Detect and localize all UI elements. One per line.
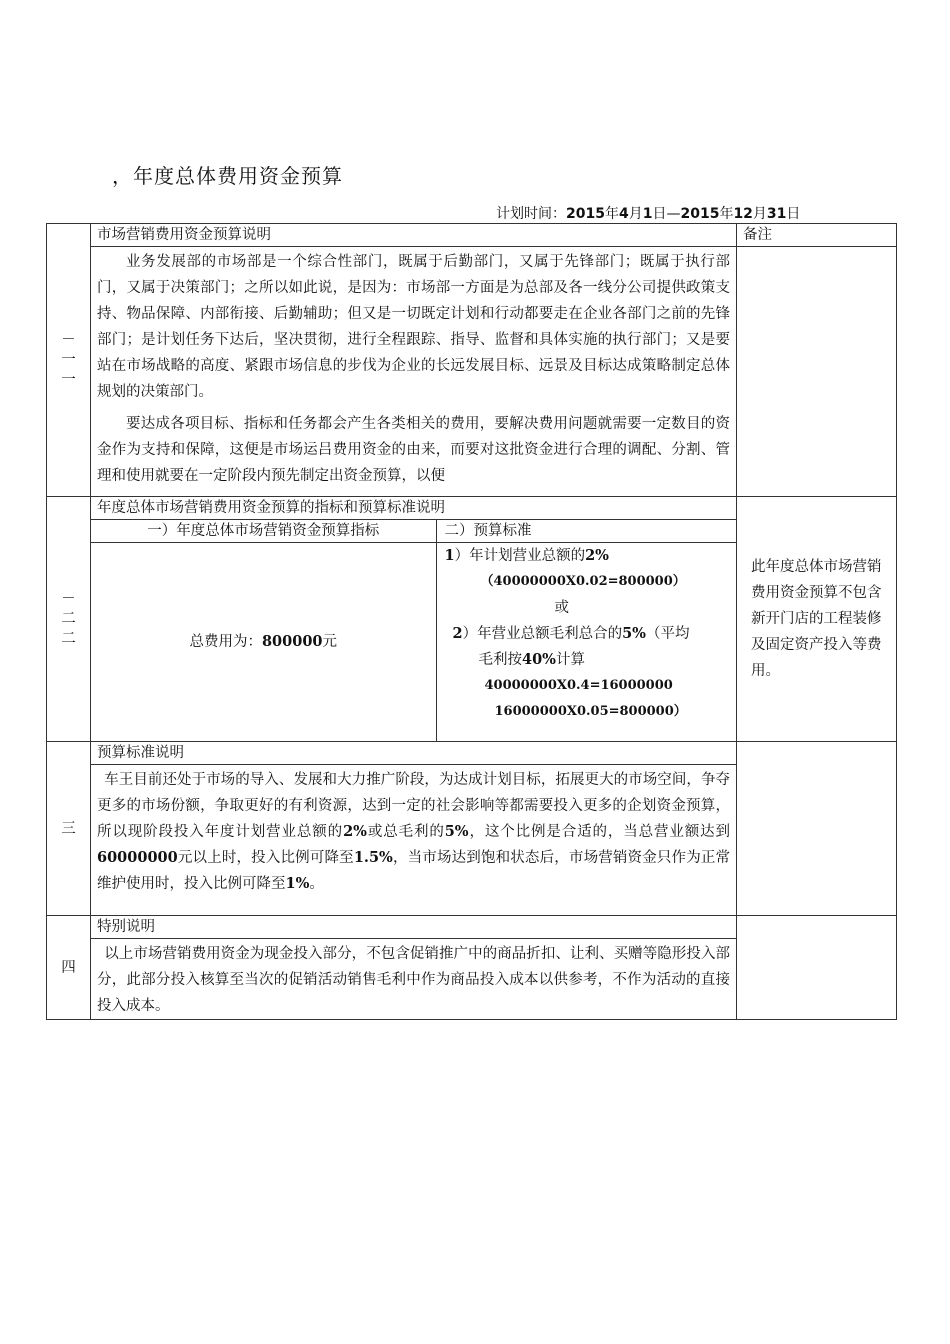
- section-1-body: [91, 247, 737, 497]
- s3-bold-5: 1%: [285, 875, 310, 892]
- section-3-body: [91, 765, 737, 916]
- standard-cell: [436, 543, 737, 742]
- standard-header: 二）预算标准: [436, 520, 737, 543]
- plan-time-label: 计划时间：: [496, 206, 566, 222]
- section-3-header: 预算标准说明: [91, 742, 737, 765]
- std-line-1-text: ）年计划营业总额的: [454, 548, 586, 564]
- year-char: 年: [604, 206, 619, 222]
- budget-table: [46, 223, 897, 1020]
- start-day: 1: [642, 206, 653, 222]
- section-1-header: 市场营销费用资金预算说明: [91, 224, 737, 247]
- year-char-2: 年: [719, 206, 734, 222]
- std-line-5-a: 毛利按: [478, 652, 522, 668]
- total-cost-unit: 元: [322, 634, 338, 650]
- note-header: 备注: [737, 224, 897, 247]
- start-year: 2015: [566, 206, 605, 222]
- section-4-number: 四: [47, 916, 91, 1020]
- s3-text-2: 或总毛利的: [366, 824, 445, 840]
- document-title: ，年度总体费用资金预算: [112, 164, 343, 188]
- s3-text-3: ，这个比例是合适的，当总营业额达到: [468, 824, 731, 840]
- section-4-note: [737, 916, 897, 1020]
- end-month: 12: [733, 206, 753, 222]
- s3-bold-2: 5%: [444, 823, 469, 840]
- section-1-body-row: [47, 247, 897, 497]
- month-char: 月: [628, 206, 643, 222]
- total-cost-label: 总费用为：: [189, 634, 262, 650]
- section-2-note: 此年度总体市场营销费用资金预算不包含新开门店的工程装修及固定资产投入等费用。: [737, 497, 897, 742]
- section-1-number: － 一 一: [47, 224, 91, 497]
- std-line-1-num: 1: [444, 547, 455, 564]
- s3-text-5: ，当市场达到饱和状态后，市场营销资金只作为正常维护使用时，投入比例可降至: [97, 850, 731, 892]
- section-2-header: 年度总体市场营销费用资金预算的指标和预算标准说明: [91, 497, 737, 520]
- section-1-para-2: 要达成各项目标、指标和任务都会产生各类相关的费用，要解决费用问题就需要一定数目的资金作为支持和保障，这便是市场运吕费用资金的由来，而要对这批资金进行合理的调配、分割、管理和使用就要在一定阶段内预先制定出资金预算，以便: [97, 416, 730, 484]
- section-2-inner-table: [91, 497, 737, 741]
- day-char: 日—: [652, 206, 681, 222]
- end-day: 31: [766, 206, 787, 222]
- s3-text-6: 。: [309, 876, 324, 892]
- end-char: 日: [786, 206, 801, 222]
- section-4-body: [91, 939, 737, 1020]
- plan-time: [496, 203, 800, 223]
- section-2-body: [91, 497, 737, 742]
- section-4-header: 特别说明: [91, 916, 737, 939]
- section-4-text: 以上市场营销费用资金为现金投入部分，不包含促销推广中的商品折扣、让利、买赠等隐形投入部分，此部分投入核算至当次的促销活动销售毛利中作为商品投入成本以供参考，不作为活动的直接投入成本。: [97, 946, 730, 1014]
- std-line-5-b: 计算: [555, 652, 585, 668]
- total-cost-value: 800000: [261, 633, 323, 650]
- month-char-2: 月: [752, 206, 767, 222]
- s3-bold-3: 60000000: [97, 849, 178, 866]
- std-line-4-num: 2: [452, 625, 463, 642]
- section-3-note: [737, 742, 897, 916]
- s3-text-4: 元以上时，投入比例可降至: [177, 850, 354, 866]
- std-line-6: 40000000X0.4=16000000: [484, 678, 673, 693]
- section-2-number: － 二 二: [47, 497, 91, 742]
- s3-text-1: 车王目前还处于市场的导入、发展和大力推广阶段，为达成计划目标，拓展更大的市场空间，争夺更多的市场份额，争取更好的有利资源，达到一定的社会影响等都需要投入更多的企划资金预算，所以现阶段投入年度计划营业总额的: [97, 772, 730, 840]
- std-line-4-tail: （平均: [645, 626, 690, 642]
- section-2-row: [47, 497, 897, 742]
- std-line-5-pct: 40%: [522, 651, 556, 668]
- s3-bold-4: 1.5%: [353, 849, 393, 866]
- section-1-para-1: 业务发展部的市场部是一个综合性部门，既属于后勤部门，又属于先锋部门；既属于执行部门，又属于决策部门；之所以如此说，是因为：市场部一方面是为总部及各一线分公司提供政策支持、物品保障、内部衔接、后勤辅助；但又是一切既定计划和行动都要走在企业各部门之前的先锋部门；是计划任务下达后，坚决贯彻，进行全程跟踪、指导、监督和具体实施的执行部门；又是要站在市场战略的高度、紧跟市场信息的步伐为企业的长远发展目标、远景及目标达成策略制定总体规划的决策部门。: [97, 254, 730, 400]
- std-line-4-pct: 5%: [622, 625, 646, 642]
- std-line-4-text: ）年营业总额毛利总合的: [462, 626, 623, 642]
- start-month: 4: [618, 206, 629, 222]
- std-line-1-pct: 2%: [585, 547, 609, 564]
- total-cost-cell: [91, 543, 436, 742]
- section-4-header-row: [47, 916, 897, 939]
- section-3-number: 三: [47, 742, 91, 916]
- std-line-2: （40000000X0.02=800000）: [480, 574, 686, 589]
- section-3-header-row: [47, 742, 897, 765]
- section-1-note: [737, 247, 897, 497]
- section-1-header-row: [47, 224, 897, 247]
- std-line-7: 16000000X0.05=800000）: [494, 704, 687, 719]
- std-line-3: 或: [554, 600, 569, 616]
- indicator-header: 一）年度总体市场营销资金预算指标: [91, 520, 436, 543]
- s3-bold-1: 2%: [343, 823, 367, 840]
- end-year: 2015: [680, 206, 720, 222]
